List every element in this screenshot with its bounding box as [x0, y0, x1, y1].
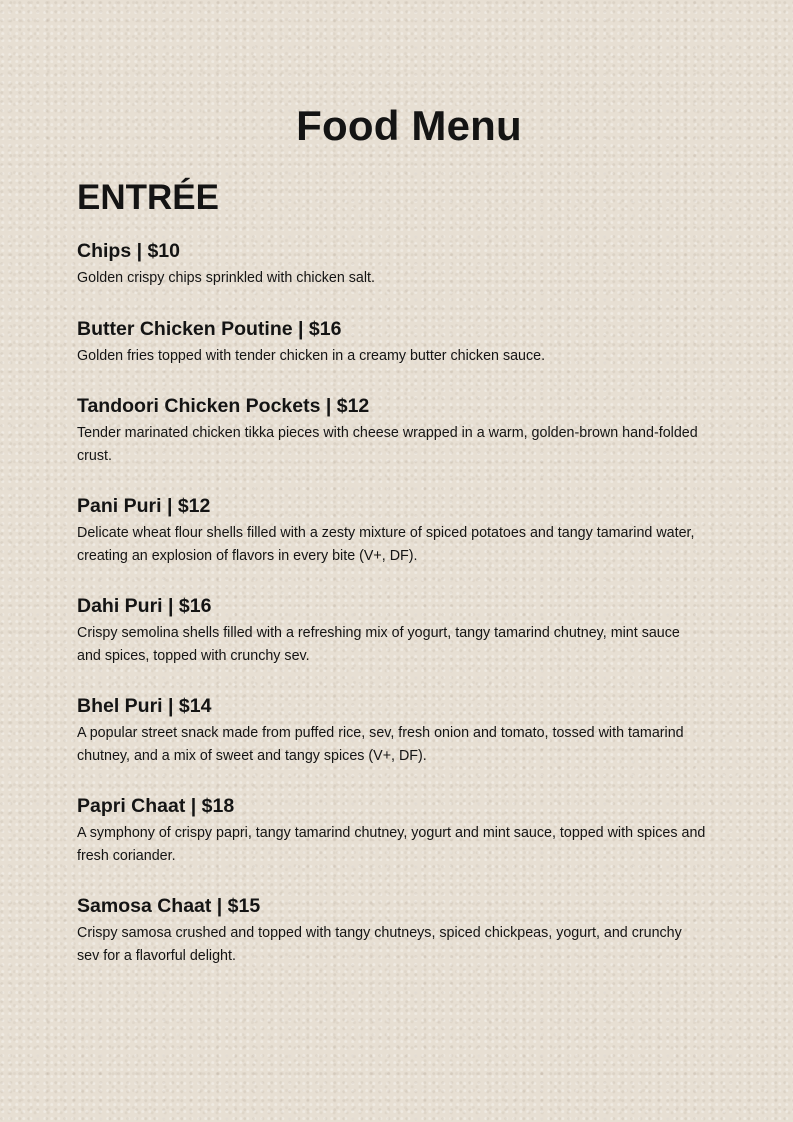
menu-item-title: Chips | $10 [77, 240, 180, 262]
menu-item-description: Golden fries topped with tender chicken in a creamy butter chicken sauce. [77, 347, 546, 364]
menu-item-description: A popular street snack made from puffed rice, sev, fresh onion and tomato, tossed with tamarind chutney, and a mix of sweet and tangy spices (V+, DF). [77, 725, 684, 764]
menu-item-title: Dahi Puri | $16 [77, 595, 212, 617]
menu-item-samosa-chaat [77, 893, 707, 967]
page-title: Food Menu [296, 102, 522, 149]
menu-item-description: Crispy semolina shells filled with a refreshing mix of yogurt, tangy tamarind chutney, mint sauce and spices, topped with crunchy sev. [77, 625, 680, 664]
menu-item-title: Bhel Puri | $14 [77, 695, 212, 717]
menu-item-chips [77, 238, 707, 290]
menu-item-description: Crispy samosa crushed and topped with tangy chutneys, spiced chickpeas, yogurt, and crunchy sev for a flavorful delight. [77, 925, 682, 964]
menu-item-description: A symphony of crispy papri, tangy tamarind chutney, yogurt and mint sauce, topped with spices and fresh coriander. [77, 825, 706, 864]
menu-item-pani-puri [77, 493, 707, 567]
menu-item-butter-chicken-poutine [77, 316, 707, 368]
menu-item-list [77, 238, 707, 967]
menu-item-title: Butter Chicken Poutine | $16 [77, 317, 342, 340]
menu-item-tandoori-chicken-pockets [77, 393, 707, 467]
menu-item-description: Delicate wheat flour shells filled with a zesty mixture of spiced potatoes and tangy tamarind water, creating an explosion of flavors in every bite (V+, DF). [77, 525, 695, 564]
menu-item-title: Tandoori Chicken Pockets | $12 [77, 395, 370, 417]
menu-item-title: Papri Chaat | $18 [77, 795, 235, 817]
menu-item-papri-chaat [77, 793, 707, 867]
menu-item-title: Samosa Chaat | $15 [77, 895, 261, 917]
menu-item-bhel-puri [77, 693, 707, 767]
section-title-entree: ENTRÉE [77, 178, 219, 217]
menu-item-description: Tender marinated chicken tikka pieces with cheese wrapped in a warm, golden-brown hand-folded crust. [77, 425, 698, 464]
menu-item-dahi-puri [77, 593, 707, 667]
menu-item-description: Golden crispy chips sprinkled with chicken salt. [77, 270, 375, 286]
menu-item-title: Pani Puri | $12 [77, 495, 211, 517]
